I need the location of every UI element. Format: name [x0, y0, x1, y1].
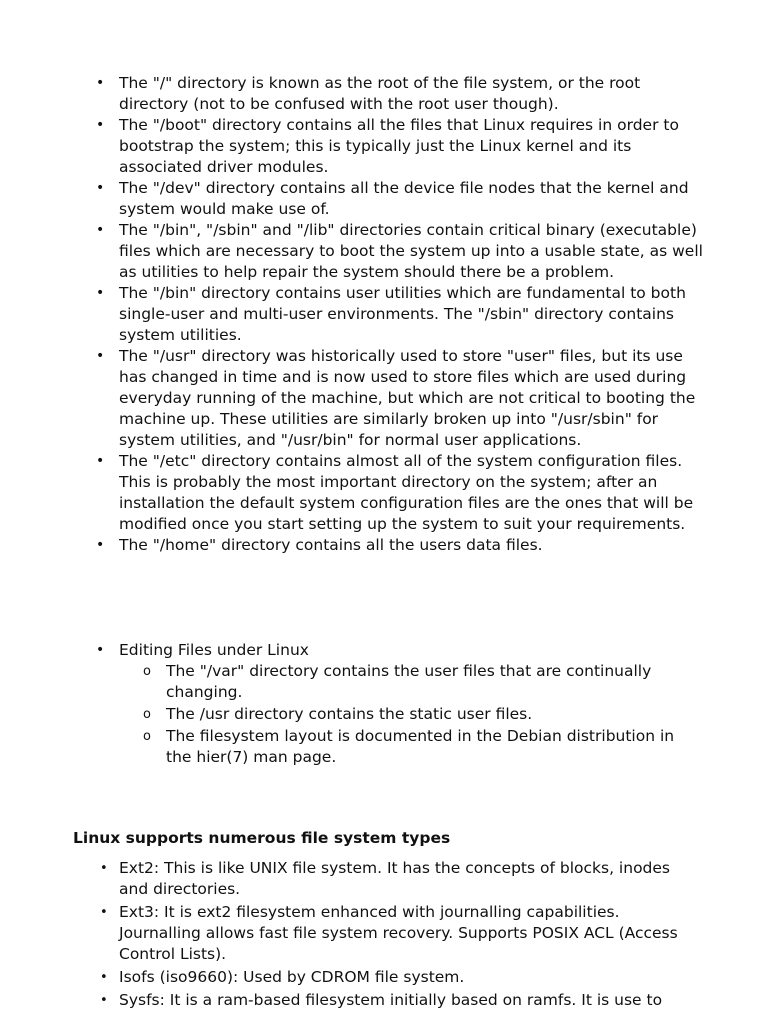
sub-list-item [143, 726, 683, 768]
list-item [96, 346, 706, 451]
list-item [96, 640, 706, 768]
list-item-text: Ext2: This is like UNIX file system. It has the concepts of blocks, inodes and directories. [119, 859, 670, 898]
list-item [100, 990, 700, 1011]
bullet-icon: • [96, 117, 105, 133]
list-item-text: Editing Files under Linux [119, 641, 309, 659]
list-item [100, 902, 700, 965]
list-item-text: The "/etc" directory contains almost all of the system configuration files. This is probably the most important directory on the system; after an installation the default system configuration files are the ones that will be modified once you start setting up the system to suit your requirements. [119, 452, 694, 533]
bullet-icon: • [100, 905, 108, 920]
sub-list-item [143, 661, 683, 703]
list-item [96, 115, 706, 178]
list-item-text: Sysfs: It is a ram-based filesystem initially based on ramfs. It is use to [119, 991, 663, 1009]
list-item-text: The "/home" directory contains all the users data files. [119, 536, 543, 554]
bullet-icon: • [96, 537, 105, 553]
list-item-text: The "/bin", "/sbin" and "/lib" directories contain critical binary (executable) files which are necessary to boot the system up into a usable state, as well as utilities to help repair the system should there be a problem. [119, 221, 703, 281]
directory-list [96, 73, 706, 556]
hollow-bullet-icon: o [143, 664, 151, 679]
file-system-types-list [100, 858, 700, 1013]
sub-list-item-text: The "/var" directory contains the user files that are continually changing. [166, 662, 652, 701]
hollow-bullet-icon: o [143, 729, 151, 744]
bullet-icon: • [96, 222, 105, 238]
sub-list [119, 661, 683, 768]
list-item-text: Ext3: It is ext2 filesystem enhanced with journalling capabilities. Journalling allows fast file system recovery. Supports POSIX ACL (Access Control Lists). [119, 903, 678, 963]
hollow-bullet-icon: o [143, 707, 151, 722]
bullet-icon: • [96, 453, 105, 469]
list-item-text: The "/bin" directory contains user utilities which are fundamental to both single-user and multi-user environments. The "/sbin" directory contains system utilities. [119, 284, 686, 344]
list-item [96, 451, 706, 535]
list-item-text: The "/" directory is known as the root of the file system, or the root directory (not to be confused with the root user though). [119, 74, 641, 113]
list-item [96, 73, 706, 115]
bullet-icon: • [96, 642, 105, 658]
bullet-icon: • [100, 970, 108, 985]
sub-list-item-text: The filesystem layout is documented in the Debian distribution in the hier(7) man page. [166, 727, 675, 766]
list-item-text: Isofs (iso9660): Used by CDROM file system. [119, 968, 465, 986]
list-item [100, 967, 700, 988]
bullet-icon: • [96, 75, 105, 91]
sub-list-item [143, 704, 683, 725]
bullet-icon: • [100, 861, 108, 876]
section-heading: Linux supports numerous file system types [73, 829, 451, 847]
list-item [100, 858, 700, 900]
list-item [96, 535, 706, 556]
editing-files-list [96, 640, 706, 769]
list-item [96, 283, 706, 346]
list-item-text: The "/boot" directory contains all the files that Linux requires in order to bootstrap the system; this is typically just the Linux kernel and its associated driver modules. [119, 116, 679, 176]
bullet-icon: • [100, 993, 108, 1008]
bullet-icon: • [96, 285, 105, 301]
bullet-icon: • [96, 348, 105, 364]
list-item [96, 220, 706, 283]
sub-list-item-text: The /usr directory contains the static user files. [166, 705, 533, 723]
list-item [96, 178, 706, 220]
list-item-text: The "/dev" directory contains all the device file nodes that the kernel and system would make use of. [119, 179, 689, 218]
list-item-text: The "/usr" directory was historically used to store "user" files, but its use has changed in time and is now used to store files which are used during everyday running of the machine, but which are not critical to booting the machine up. These utilities are similarly broken up into "/usr/sbin" for system utilities, and "/usr/bin" for normal user applications. [119, 347, 696, 449]
bullet-icon: • [96, 180, 105, 196]
